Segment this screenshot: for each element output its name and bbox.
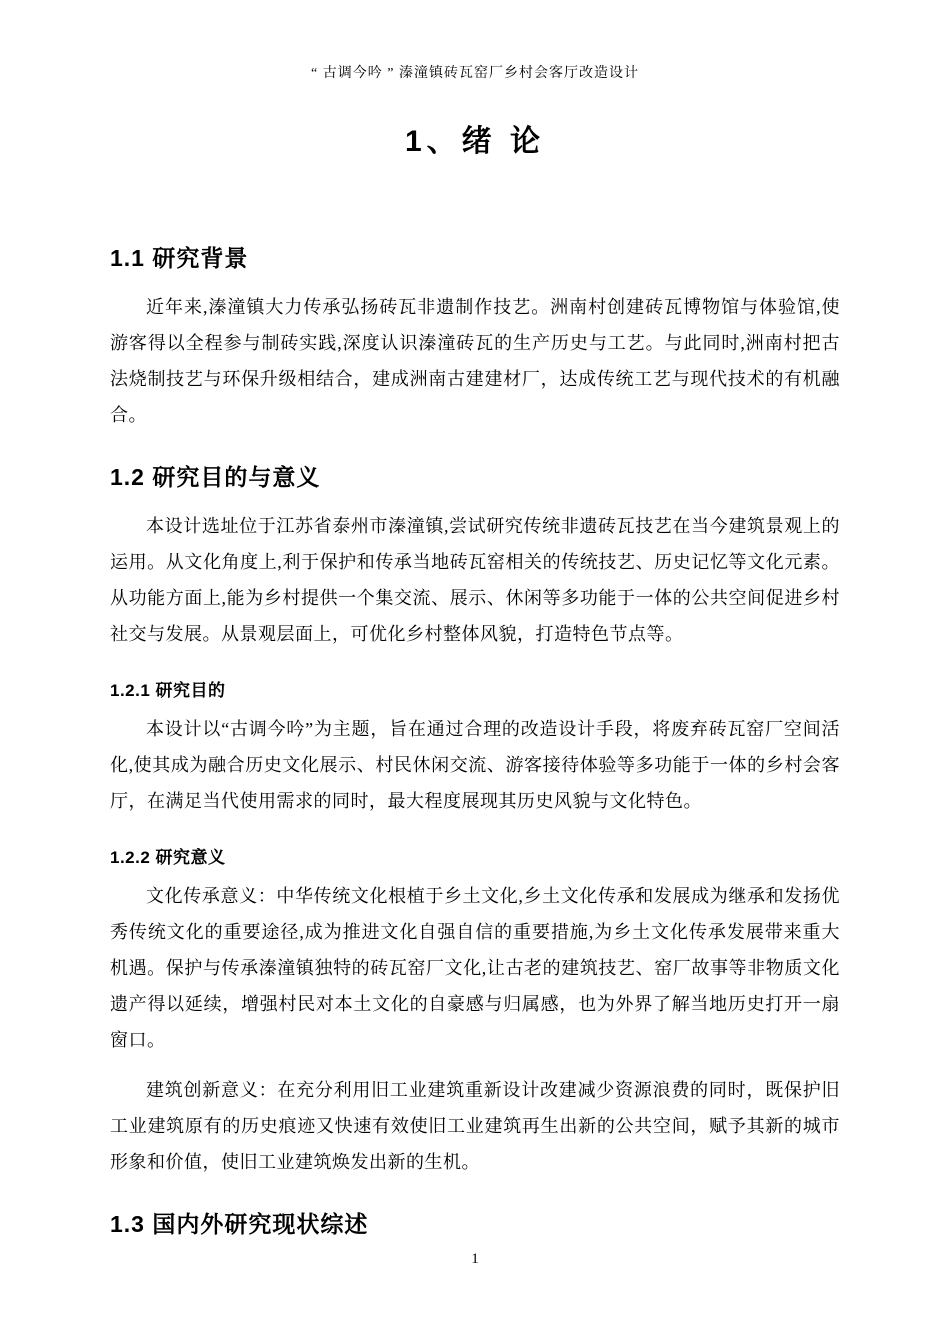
paragraph: 文化传承意义：中华传统文化根植于乡土文化,乡土文化传承和发展成为继承和发扬优秀传统文化的重要途径,成为推进文化自强自信的重要措施,为乡土文化传承发展带来重大机遇。保护与传承溱潼镇独特的砖瓦窑厂文化,让古老的建筑技艺、窑厂故事等非物质文化遗产得以延续，增强村民对本土文化的自豪感与归属感，也为外界了解当地历史打开一扇窗口。 [110,886,840,1050]
section-1-3-heading: 1.3 国内外研究现状综述 [110,1211,369,1237]
section-1-1 [110,240,840,433]
running-header: “ 古调今吟 ” 溱潼镇砖瓦窑厂乡村会客厅改造设计 [311,66,639,81]
paragraph: 本设计以“古调今吟”为主题，旨在通过合理的改造设计手段，将废弃砖瓦窑厂空间活化,使其成为融合历史文化展示、村民休闲交流、游客接待体验等多功能于一体的乡村会客厅，在满足当代使用需求的同时，最大程度展现其历史风貌与文化特色。 [110,719,840,811]
section-1-1-heading: 1.1 研究背景 [110,245,249,271]
paragraph: 建筑创新意义：在充分利用旧工业建筑重新设计改建减少资源浪费的同时，既保护旧工业建筑原有的历史痕迹又快速有效使旧工业建筑再生出新的公共空间，赋予其新的城市形象和价值，使旧工业建筑焕发出新的生机。 [110,1080,840,1172]
paragraph: 近年来,溱潼镇大力传承弘扬砖瓦非遗制作技艺。洲南村创建砖瓦博物馆与体验馆,使游客得以全程参与制砖实践,深度认识溱潼砖瓦的生产历史与工艺。与此同时,洲南村把古法烧制技艺与环保升级相结合，建成洲南古建建材厂，达成传统工艺与现代技术的有机融合。 [110,297,840,425]
page-number: 1 [471,1251,479,1267]
section-1-2-2-heading: 1.2.2 研究意义 [110,848,226,867]
section-1-2-heading: 1.2 研究目的与意义 [110,464,321,490]
chapter-title: 1、绪 论 [404,125,546,158]
section-1-3 [110,1206,840,1239]
page-footer [0,1251,950,1268]
section-1-2 [110,459,840,1180]
page-content [0,116,950,1239]
section-1-2-1-heading: 1.2.1 研究目的 [110,681,226,700]
paragraph: 本设计选址位于江苏省泰州市溱潼镇,尝试研究传统非遗砖瓦技艺在当今建筑景观上的运用。从文化角度上,利于保护和传承当地砖瓦窑相关的传统技艺、历史记忆等文化元素。从功能方面上,能为乡村提供一个集交流、展示、休闲等多功能于一体的公共空间促进乡村社交与发展。从景观层面上，可优化乡村整体风貌，打造特色节点等。 [110,516,840,644]
